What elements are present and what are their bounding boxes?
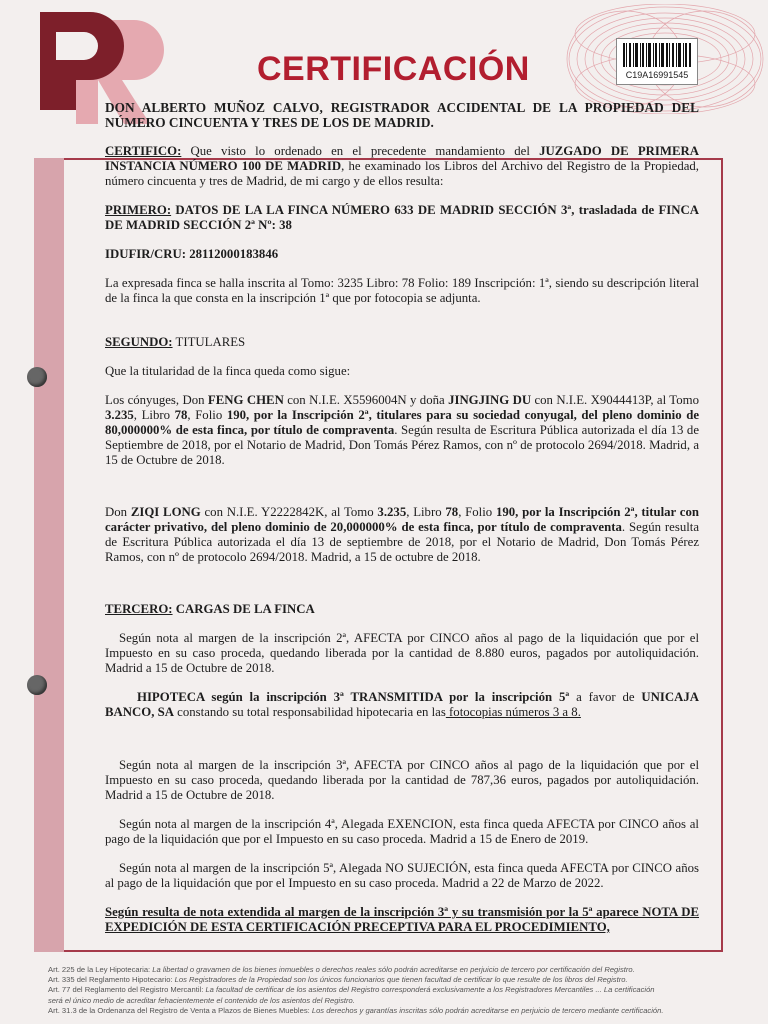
idufir: IDUFIR/CRU: 28112000183846: [105, 247, 279, 261]
primero-heading: PRIMERO: DATOS DE LA LA FINCA NÚMERO 633 DE MADRID SECCIÓN 3ª, trasladada de FINCA DE MADRID SECCIÓN 2ª Nº: 38: [105, 203, 699, 232]
page-title: CERTIFICACIÓN: [257, 50, 530, 88]
nota-paragraph-1: Según nota al margen de la inscripción 2ª, AFECTA por CINCO años al pago de la liquidación que por el Impuesto en su caso proceda, quedando liberada por la cantidad de 8.880 euros, pagados por autoliquidación. Madrid a 15 de Octubre de 2018.: [105, 631, 699, 675]
nota-paragraph-3: Según nota al margen de la inscripción 4ª, Alegada EXENCION, esta finca queda AFECTA por CINCO años al pago de la liquidación que por el Impuesto en su caso proceda. Madrid a 15 de Enero de 2019.: [105, 817, 699, 846]
certifico-paragraph: CERTIFICO: Que visto lo ordenado en el precedente mandamiento del JUZGADO DE PRIMERA INSTANCIA NÚMERO 100 DE MADRID, he examinado los Libros del Archivo del Registro de la Propiedad, número cincuenta y tres de Madrid, de mi cargo y de ellos resulta:: [105, 144, 699, 188]
nota-paragraph-2: Según nota al margen de la inscripción 3ª, AFECTA por CINCO años al pago de la liquidación que por el Impuesto en su caso proceda, quedando liberada por la cantidad de 787,36 euros, pagados por autoliquidación. Madrid a 15 de Octubre de 2018.: [105, 758, 699, 802]
nota-expedicion: Según resulta de nota extendida al margen de la inscripción 3ª y su transmisión por la 5ª aparece NOTA DE EXPEDICIÓN DE ESTA CERTIFICACIÓN PRECEPTIVA PARA EL PROCEDIMIENTO,: [105, 905, 699, 934]
document-body: [105, 100, 699, 935]
registrar-intro: DON ALBERTO MUÑOZ CALVO, REGISTRADOR ACCIDENTAL DE LA PROPIEDAD DEL NÚMERO CINCUENTA Y TRES DE LOS DE MADRID.: [105, 100, 699, 130]
footer-line: Art. 77 del Reglamento del Registro Mercantil: La facultad de certificar de los asientos del Registro corresponderá exclusivamente a los Registradores Mercantiles ... La certificación: [48, 985, 655, 995]
footer-line: Art. 335 del Reglamento Hipotecario: Los Registradores de la Propiedad son los únicos funcionarios que tienen facultad de certificar lo que resulte de los libros del Registro.: [48, 975, 628, 985]
frame-bottom-line: [34, 950, 723, 952]
legal-footer: [48, 965, 716, 1016]
punch-hole: [27, 367, 47, 387]
segundo-label: SEGUNDO:: [105, 335, 173, 349]
inscripcion-paragraph: La expresada finca se halla inscrita al Tomo: 3235 Libro: 78 Folio: 189 Inscripción: 1ª, siendo su descripción literal de la finca la que consta en la inscripción 1ª que por fotocopia se adjunta.: [105, 276, 699, 305]
certifico-label: CERTIFICO:: [105, 144, 182, 158]
tercero-label: TERCERO:: [105, 602, 173, 616]
barcode-code: C19A16991545: [625, 70, 689, 80]
nota-paragraph-4: Según nota al margen de la inscripción 5ª, Alegada NO SUJECIÓN, esta finca queda AFECTA por CINCO años al pago de la liquidación que por el Impuesto en su caso proceda. Madrid a 22 de Marzo de 2022.: [105, 861, 699, 890]
barcode: [616, 38, 698, 85]
barcode-icon: [623, 43, 691, 67]
footer-line: Art. 225 de la Ley Hipotecaria: La libertad o gravamen de los bienes inmuebles o derechos reales sólo podrán acreditarse en perjuicio de tercero por certificación del Registro.: [48, 965, 635, 974]
footer-line: será el único medio de acreditar fehacientemente el contenido de los asientos del Registro.: [48, 995, 355, 1005]
footer-line: Art. 31.3 de la Ordenanza del Registro de Venta a Plazos de Bienes Muebles: Los derechos y garantías inscritas sólo podrán acreditarse en perjuicio de tercero mediante certificación.: [48, 1005, 664, 1015]
titularidad-intro: Que la titularidad de la finca queda como sigue:: [105, 364, 351, 378]
punch-hole: [27, 675, 47, 695]
side-security-band: [34, 158, 64, 952]
hipoteca-paragraph: HIPOTECA según la inscripción 3ª TRANSMITIDA por la inscripción 5ª a favor de UNICAJA BANCO, SA constando su total responsabilidad hipotecaria en las fotocopias números 3 a 8.: [105, 690, 699, 719]
titular-paragraph-2: Don ZIQI LONG con N.I.E. Y2222842K, al Tomo 3.235, Libro 78, Folio 190, por la Inscripción 2ª, titular con carácter privativo, del pleno dominio de 20,000000% de esta finca, por título de compraventa. Según resulta de Escritura Pública autorizada el día 13 de septiembre de 2018, por el Notario de Madrid, Don Tomás Pérez Ramos, con nº de protocolo 2694/2018. Madrid, a 15 de octubre de 2018.: [105, 505, 700, 564]
frame-right-line: [721, 158, 723, 952]
tercero-heading: TERCERO: CARGAS DE LA FINCA: [105, 602, 315, 616]
primero-label: PRIMERO:: [105, 203, 172, 217]
titular-paragraph-1: Los cónyuges, Don FENG CHEN con N.I.E. X5596004N y doña JINGJING DU con N.I.E. X9044413P, al Tomo 3.235, Libro 78, Folio 190, por la Inscripción 2ª, titulares para su sociedad conyugal, del pleno dominio de 80,000000% de esta finca, por título de compraventa. Según resulta de Escritura Pública autorizada el día 13 de Septiembre de 2018, por el Notario de Madrid, Don Tomás Pérez Ramos, con nº de protocolo 2694/2018. Madrid, a 15 de Octubre de 2018.: [105, 393, 700, 467]
segundo-heading: SEGUNDO: TITULARES: [105, 335, 246, 349]
